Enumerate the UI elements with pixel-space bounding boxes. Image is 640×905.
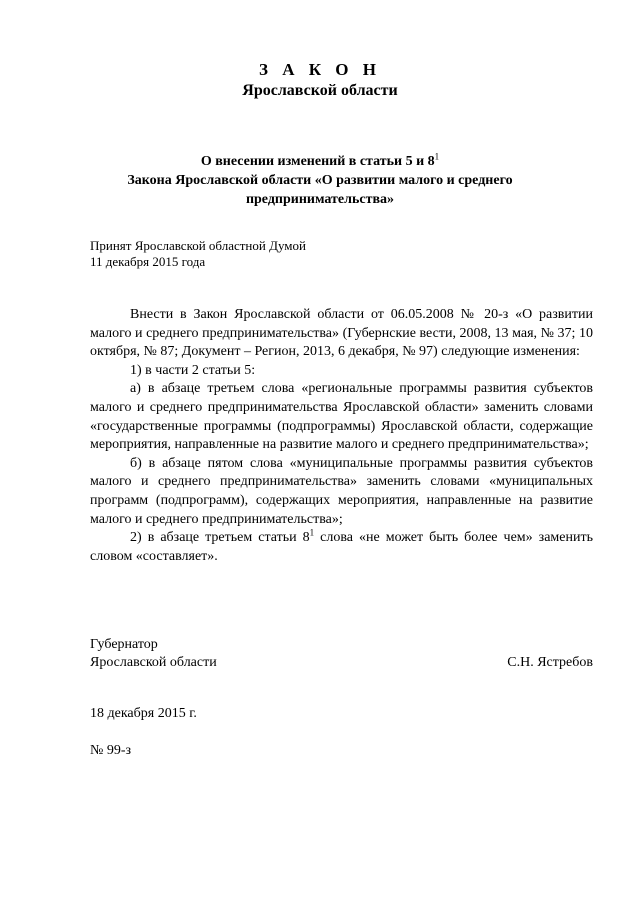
signature-block	[90, 636, 593, 672]
body-intro-paragraph: Внести в Закон Ярославской области от 06.05.2008 № 20-з «О развитии малого и среднего предпринимательства» (Губернские вести, 2008, 13 мая, № 37; 10 октября, № 87; Документ – Регион, 2013, 6 декабря, № 97) следующие изменения:	[90, 307, 593, 360]
body-item-1: 1) в части 2 статьи 5:	[130, 362, 256, 378]
law-title: З А К О Н	[258, 60, 382, 79]
body-item-2-superscript: 1	[309, 527, 315, 538]
subject-superscript: 1	[434, 151, 440, 162]
adoption-date: 11 декабря 2015 года	[90, 254, 206, 269]
adoption-body: Принят Ярославской областной Думой	[90, 238, 306, 253]
signatory-name: С.Н. Ястребов	[507, 655, 593, 670]
subject-line-1-text: О внесении изменений в статьи 5 и 8	[200, 154, 435, 169]
body-item-2-pre: 2) в абзаце третьем статьи 8	[130, 530, 310, 546]
signature-row-2	[90, 654, 593, 672]
subject-line-2: Закона Ярославской области «О развитии малого и среднего	[127, 173, 513, 188]
adoption-note	[90, 238, 306, 270]
body-item-1a: а) в абзаце третьем слова «региональные программы развития субъектов малого и среднего предпринимательства Ярославской области» заменить словами «государственные программы (подпрограммы) Ярославской области, содержащие мероприятия, направленные на развитие малого и среднего предпринимательства»;	[90, 381, 593, 453]
body-item-2	[90, 529, 593, 566]
law-body	[90, 306, 593, 566]
law-region: Ярославской области	[242, 82, 398, 99]
body-item-2-post: слова «не может быть более чем» заменить словом «составляет».	[90, 530, 593, 564]
subject-line-1	[60, 152, 580, 171]
signature-row-1	[90, 636, 593, 654]
signatory-position-line-1: Губернатор	[90, 637, 158, 652]
signatory-position-line-2: Ярославской области	[90, 655, 217, 670]
body-item-1b: б) в абзаце пятом слова «муниципальные программы развития субъектов малого и среднего предпринимательства» заменить словами «муниципальных программ (подпрограмм), содержащих мероприятия, направленные на развитие малого и среднего предпринимательства»;	[90, 455, 593, 527]
document-number: № 99-з	[90, 743, 132, 758]
law-subject	[60, 152, 580, 209]
signing-date: 18 декабря 2015 г.	[90, 706, 197, 721]
subject-line-3: предпринимательства»	[245, 192, 395, 207]
